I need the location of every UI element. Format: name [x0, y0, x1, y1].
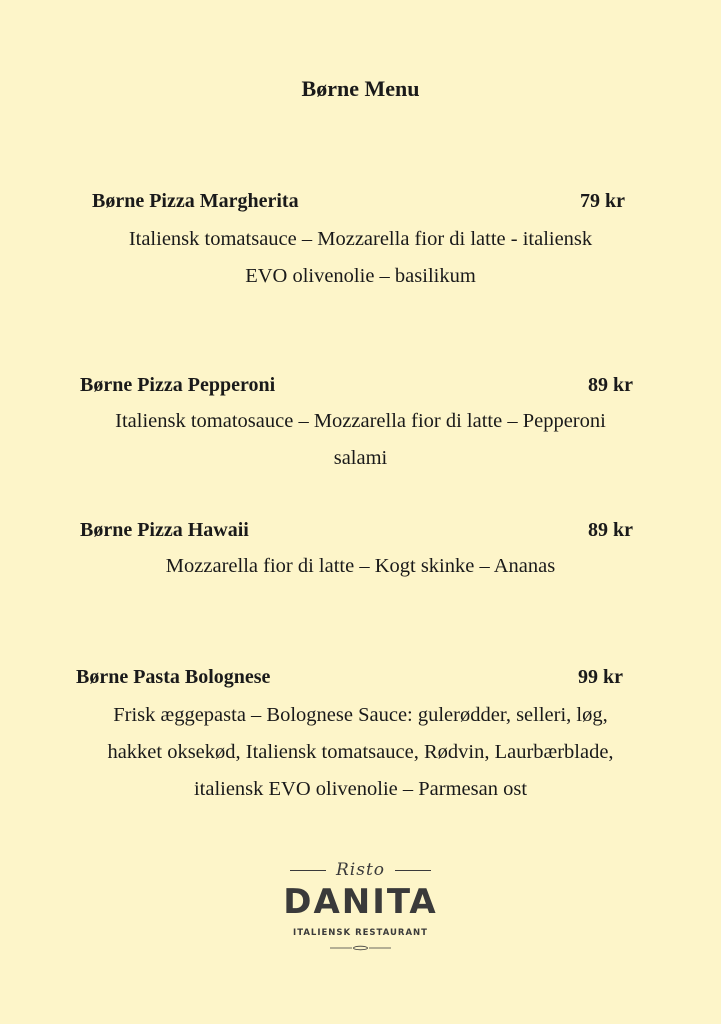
item-name: Børne Pizza Pepperoni [80, 374, 276, 396]
item-price: 99 kr [578, 666, 623, 688]
item-description [0, 221, 721, 295]
description-line: italiensk EVO olivenolie – Parmesan ost [193, 778, 528, 800]
description-line: Frisk æggepasta – Bolognese Sauce: gulerødder, selleri, løg, [113, 704, 608, 726]
menu-item-header [92, 188, 652, 214]
item-name: Børne Pizza Hawaii [80, 519, 249, 541]
logo-script-text: Risto [335, 860, 386, 880]
description-line: Mozzarella fior di latte – Kogt skinke – Ananas [165, 555, 556, 577]
restaurant-logo [0, 858, 721, 958]
item-price: 89 kr [588, 519, 633, 541]
logo-brand-name: DANITA [283, 882, 438, 922]
description-line: EVO olivenolie – basilikum [245, 265, 476, 287]
description-line: hakket oksekød, Italiensk tomatsauce, Rødvin, Laurbærblade, [107, 741, 614, 763]
description-line: Italiensk tomatosauce – Mozzarella fior di latte – Pepperoni [115, 410, 606, 432]
ornament-icon [330, 944, 391, 952]
description-line: Italiensk tomatsauce – Mozzarella fior di latte - italiensk [128, 228, 593, 250]
menu-item-header [76, 664, 656, 690]
menu-item-header [80, 517, 660, 543]
logo-tagline: ITALIENSK RESTAURANT [293, 928, 428, 938]
item-description [0, 548, 721, 585]
item-price: 79 kr [580, 190, 625, 212]
logo-rule-right [395, 870, 431, 871]
item-price: 89 kr [588, 374, 633, 396]
menu-item-header [80, 372, 660, 398]
item-description [0, 403, 721, 477]
menu-title: Børne Menu [301, 76, 420, 101]
description-line: salami [333, 447, 388, 469]
logo-script-row [0, 858, 721, 882]
item-name: Børne Pasta Bolognese [76, 666, 271, 688]
item-name: Børne Pizza Margherita [92, 190, 299, 212]
item-description [0, 697, 721, 808]
